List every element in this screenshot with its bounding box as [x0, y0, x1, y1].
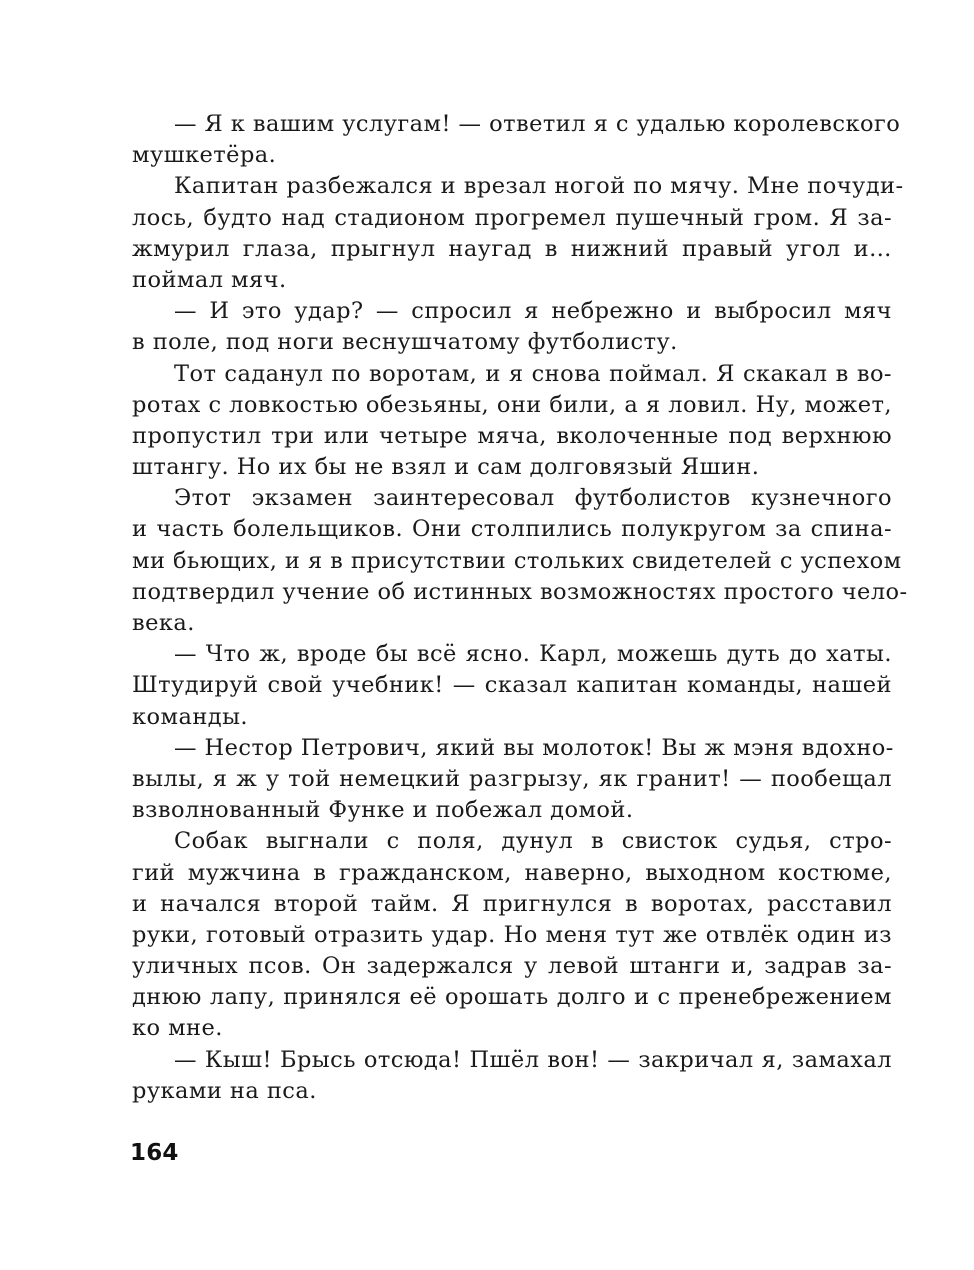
- text-line: взволнованный Функе и побежал домой.: [132, 797, 634, 824]
- text-line: подтвердил учение об истинных возможностях простого чело-: [132, 578, 908, 605]
- text-line: Капитан разбежался и врезал ногой по мячу. Мне почуди-: [174, 173, 904, 200]
- text-line: уличных псов. Он задержался у левой штанги и, задрав за-: [132, 953, 892, 980]
- text-line: — И это удар? — спросил я небрежно и выбросил мяч: [174, 298, 892, 325]
- text-line: ротах с ловкостью обезьяны, они били, а я ловил. Ну, может,: [132, 391, 892, 418]
- text-line: Тот саданул по воротам, и я снова поймал. Я скакал в во-: [174, 360, 892, 387]
- paragraph: [132, 109, 901, 171]
- paragraph: [132, 639, 892, 733]
- text-line: жмурил глаза, прыгнул наугад в нижний правый угол и…: [132, 235, 892, 262]
- paragraph: [132, 733, 892, 827]
- text-line: руками на пса.: [132, 1077, 317, 1104]
- text-line: и начался второй тайм. Я пригнулся в воротах, расставил: [132, 890, 892, 917]
- text-line: команды.: [132, 703, 249, 730]
- paragraph: [132, 483, 908, 639]
- text-line: штангу. Но их бы не взял и сам долговязый Яшин.: [132, 454, 760, 481]
- text-line: ко мне.: [132, 1015, 223, 1042]
- text-line: Штудируй свой учебник! — сказал капитан команды, нашей: [132, 672, 892, 699]
- text-line: пропустил три или четыре мяча, вколоченные под верхнюю: [132, 422, 892, 449]
- text-line: Этот экзамен заинтересовал футболистов кузнечного: [174, 485, 892, 512]
- text-line: мушкетёра.: [132, 142, 277, 169]
- text-line: в поле, под ноги веснушчатому футболисту.: [132, 329, 678, 356]
- paragraph: [132, 359, 892, 484]
- text-line: поймал мяч.: [132, 266, 287, 293]
- text-line: века.: [132, 610, 195, 636]
- text-line: гий мужчина в гражданском, наверно, выходном костюме,: [132, 859, 892, 886]
- text-line: лось, будто над стадионом прогремел пушечный гром. Я за-: [132, 204, 892, 231]
- text-line: — Что ж, вроде бы всё ясно. Карл, можешь дуть до хаты.: [174, 641, 892, 668]
- paragraph: [132, 826, 892, 1044]
- text-line: — Нестор Петрович, який вы молоток! Вы ж мэня вдохно-: [174, 734, 894, 761]
- paragraph: [132, 171, 904, 296]
- text-line: вылы, я ж у той немецкий разгрызу, як гранит! — пообещал: [132, 765, 892, 792]
- text-line: — Кыш! Брысь отсюда! Пшёл вон! — закричал я, замахал: [174, 1046, 892, 1073]
- paragraph: [132, 1045, 892, 1107]
- text-line: Собак выгнали с поля, дунул в свисток судья, стро-: [174, 828, 892, 855]
- text-line: днюю лапу, принялся её орошать долго и с пренебрежением: [132, 984, 892, 1011]
- text-line: и часть болельщиков. Они столпились полукругом за спина-: [132, 516, 892, 543]
- text-line: ми бьющих, и я в присутствии стольких свидетелей с успехом: [132, 547, 902, 574]
- text-line: руки, готовый отразить удар. Но меня тут же отвлёк один из: [132, 921, 892, 948]
- text-line: — Я к вашим услугам! — ответил я с удалью королевского: [174, 111, 901, 137]
- body-text: [132, 109, 908, 1107]
- paragraph: [132, 296, 892, 358]
- page-number: 164: [130, 1140, 179, 1166]
